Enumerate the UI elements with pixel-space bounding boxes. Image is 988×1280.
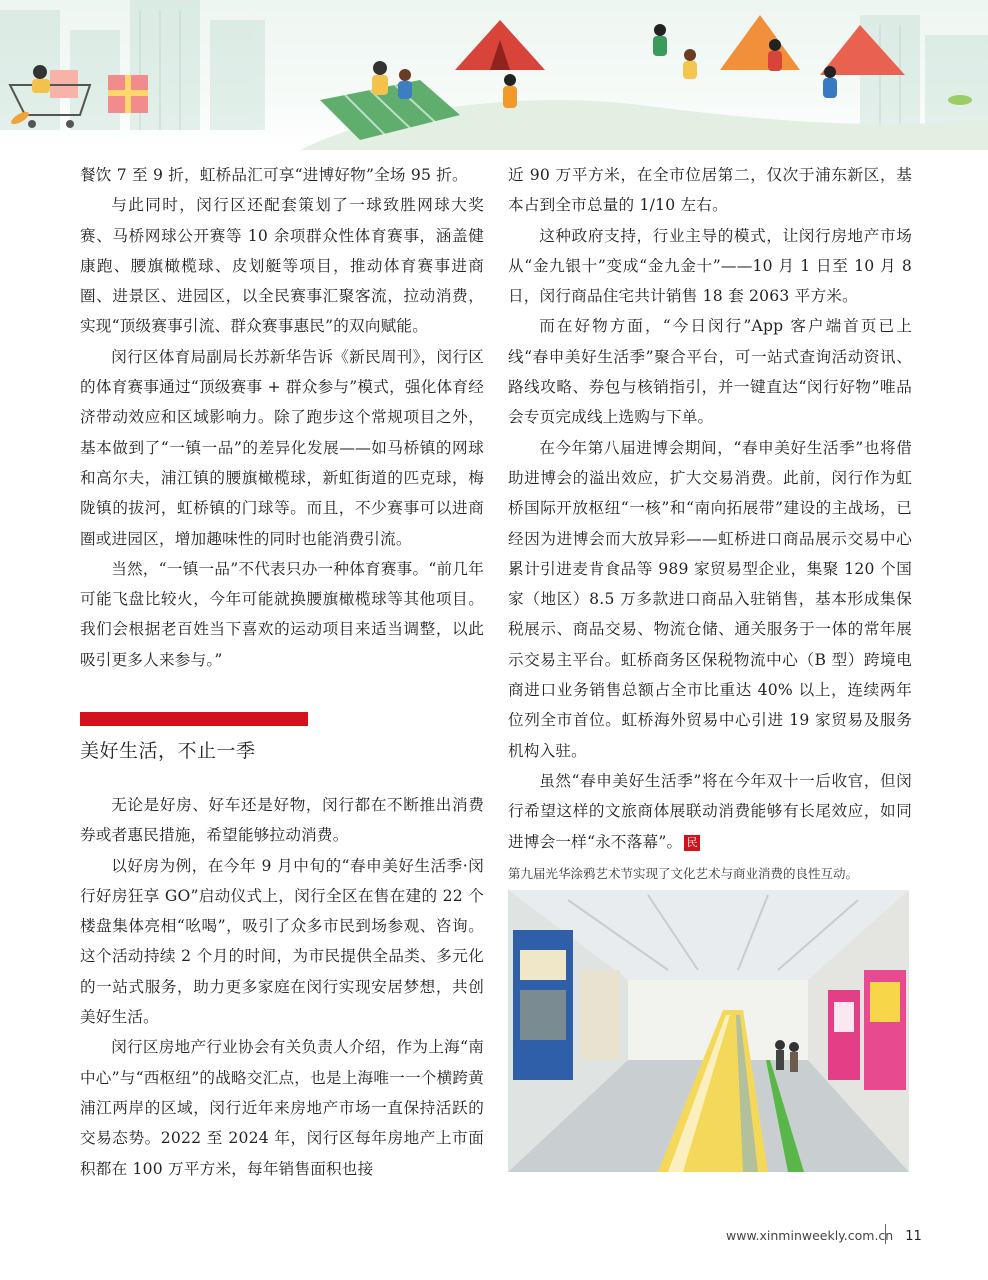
body-paragraph: 无论是好房、好车还是好物，闵行都在不断推出消费券或者惠民措施，希望能够拉动消费。 (80, 796, 484, 845)
exhibition-photo (508, 890, 909, 1172)
website-url: www.xinminweekly.com.cn (726, 1228, 894, 1243)
body-paragraph: 与此同时，闵行区还配套策划了一球致胜网球大奖赛、马桥网球公开赛等 10 余项群众性体育赛事，涵盖健康跑、腰旗橄榄球、皮划艇等项目，推动体育赛事进商圈、进景区、进园区，以全民赛事汇聚客流，拉动消费，实现“顶级赛事引流、群众赛事惠民”的双向赋能。 (80, 196, 484, 336)
body-paragraph: 闵行区房地产行业协会有关负责人介绍，作为上海“南中心”与“西枢纽”的战略交汇点，也是上海唯一一个横跨黄浦江两岸的区域，闵行近年来房地产市场一直保持活跃的交易态势。2022 至 2024 年，闵行区每年房地产上市面积都在 100 万平方米，每年销售面积也接 (80, 1038, 484, 1178)
page-number: 11 (905, 1229, 922, 1244)
gallery-hall-image (508, 890, 909, 1172)
header-illustration (0, 0, 988, 150)
photo-caption: 第九届光华涂鸦艺术节实现了文化艺术与商业消费的良性互动。 (508, 866, 859, 881)
body-paragraph: 当然，“一镇一品”不代表只办一种体育赛事。“前几年可能飞盘比较火，今年可能就换腰旗橄榄球等其他项目。我们会根据老百姓当下喜欢的运动项目来适当调整，以此吸引更多人来参与。” (80, 559, 484, 669)
left-column-upper (80, 160, 484, 675)
body-paragraph: 在今年第八届进博会期间，“春申美好生活季”也将借助进博会的溢出效应，扩大交易消费。此前，闵行作为虹桥国际开放枢纽“一核”和“南向拓展带”建设的主战场，已经因为进博会而大放异彩——虹桥进口商品展示交易中心累计引进麦肯食品等 989 家贸易型企业，集聚 120 个国家（地区）8.5 万多款进口商品入驻销售，基本形成集保税展示、商品交易、物流仓储、通关服务于一体的常年展示交易主平台。虹桥商务区保税物流中心（B 型）跨境电商进口业务销售总额占全市比重达 40% 以上，连续两年位列全市首位。虹桥海外贸易中心引进 19 家贸易及服务机构入驻。 (508, 438, 912, 760)
article-end-mark: 民 (684, 835, 700, 851)
body-paragraph: 以好房为例，在今年 9 月中旬的“春申美好生活季·闵行好房狂享 GO”启动仪式上，闵行全区在售在建的 22 个楼盘集体亮相“吆喝”，吸引了众多市民到场参观、咨询。这个活动持续 2 个月的时间，为市民提供全品类、多元化的一站式服务，助力更多家庭在闵行实现安居梦想，共创美好生活。 (80, 856, 484, 1027)
closing-text: 虽然“春申美好生活季”将在今年双十一后收官，但闵行希望这样的文旅商体展联动消费能够有长尾效应，如同进博会一样“永不落幕”。 (508, 771, 912, 851)
section-accent-bar (80, 712, 308, 726)
body-paragraph: 而在好物方面，“今日闵行”App 客户端首页已上线“春申美好生活季”聚合平台，可一站式查询活动资讯、路线攻略、券包与核销指引，并一键直达“闵行好物”唯品会专页完成线上选购与下单。 (508, 317, 912, 427)
left-column-lower (80, 790, 484, 1184)
festival-scene-illustration (0, 0, 988, 150)
body-paragraph: 近 90 万平方米，在全市位居第二，仅次于浦东新区，基本占到全市总量的 1/10 左右。 (508, 166, 912, 215)
section-title: 美好生活，不止一季 (80, 740, 256, 762)
body-paragraph: 餐饮 7 至 9 折，虹桥品汇可享“进博好物”全场 95 折。 (80, 166, 468, 184)
body-paragraph: 闵行区体育局副局长苏新华告诉《新民周刊》，闵行区的体育赛事通过“顶级赛事 + 群众参与”模式，强化体育经济带动效应和区域影响力。除了跑步这个常规项目之外，基本做到了“一镇一品”的差异化发展——如马桥镇的网球和高尔夫，浦江镇的腰旗橄榄球，新虹街道的匹克球，梅陇镇的拔河，虹桥镇的门球等。而且，不少赛事可以进商圈或进园区，增加趣味性的同时也能消费引流。 (80, 347, 484, 548)
body-paragraph: 这种政府支持，行业主导的模式，让闵行房地产市场从“金九银十”变成“金九金十”——10 月 1 日至 10 月 8 日，闵行商品住宅共计销售 18 套 2063 平方米。 (508, 226, 912, 306)
page-footer (726, 1228, 922, 1244)
right-column (508, 160, 912, 857)
body-paragraph (508, 766, 912, 857)
